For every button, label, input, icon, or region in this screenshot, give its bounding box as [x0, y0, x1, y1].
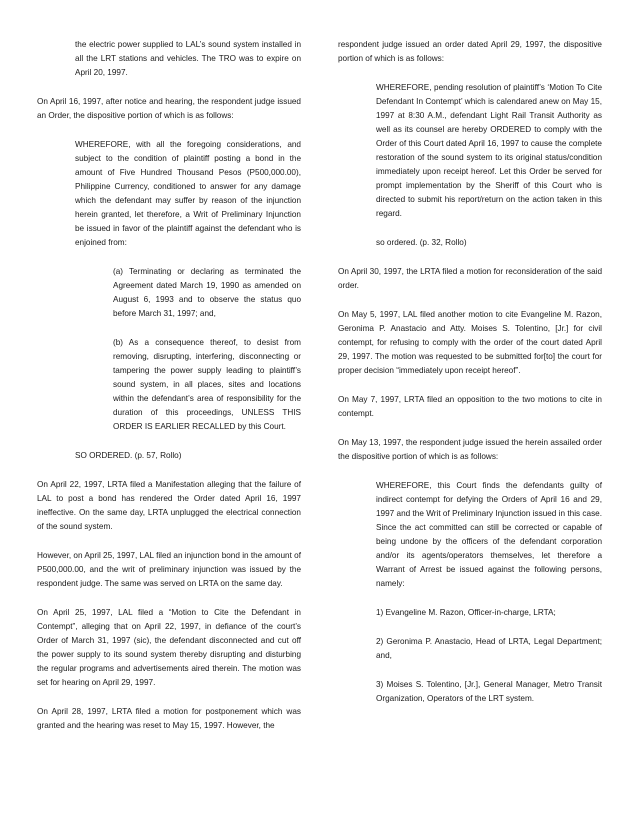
paragraph-may-13-order: On May 13, 1997, the respondent judge issued the herein assailed order the dispositive portion of which is as follows: [338, 438, 602, 461]
quote-so-ordered: SO ORDERED. (p. 57, Rollo) [75, 451, 182, 460]
left-column [37, 38, 301, 748]
quote-wherefore-restoration: WHEREFORE, pending resolution of plaintiff’s ‘Motion To Cite Defendant In Contempt’ which is calendared anew on May 15, 1997 at 8:30 A.M., defendant Light Rail Transit Authority as well as its counsel are hereby ORDERED to comply with the Order of this Court dated April 16, 1997 to cause the complete restoration of the sound system to its original status/condition immediately upon receipt hereof. Let this Order be served for prompt implementation by the Sheriff of this Court who is directed to submit his report/return on the action taken in this regard. [376, 83, 602, 218]
paragraph-april-30-reconsideration: On April 30, 1997, the LRTA filed a motion for reconsideration of the said order. [338, 267, 602, 290]
quote-wherefore-injunction: WHEREFORE, with all the foregoing considerations, and subject to the condition of plaintiff posting a bond in the amount of Five Hundred Thousand Pesos (P500,000.00), Philippine Currency, conditioned to answer for any damage which the defendant may suffer by reason of the injunction herein granted, let therefore, a Writ of Preliminary Injunction be issued in favor of the plaintiff against the defendant who is enjoined from: [75, 140, 301, 247]
quote-item-a: (a) Terminating or declaring as terminated the Agreement dated March 19, 1990 as amended on August 6, 1993 and to observe the status quo before March 31, 1997; and, [113, 267, 301, 318]
paragraph-april-16-order: On April 16, 1997, after notice and hearing, the respondent judge issued an Order, the dispositive portion of which is as follows: [37, 97, 301, 120]
quote-person-1: 1) Evangeline M. Razon, Officer-in-charge, LRTA; [376, 608, 556, 617]
paragraph-april-28-postponement: On April 28, 1997, LRTA filed a motion for postponement which was granted and the hearing was reset to May 15, 1997. However, the [37, 707, 301, 730]
quote-person-2: 2) Geronima P. Anastacio, Head of LRTA, Legal Department; and, [376, 637, 602, 660]
quote-wherefore-contempt: WHEREFORE, this Court finds the defendants guilty of indirect contempt for defying the Orders of April 16 and 29, 1997 and the Writ of Preliminary Injunction issued in this case. Since the act committed can still be corrected or capable of being undone by the officers of the defendant corporation and/or its agents/operators themselves, let therefore a Warrant of Arrest be issued against the following persons, namely: [376, 481, 602, 588]
quote-item-b: (b) As a consequence thereof, to desist from removing, disrupting, interfering, disconnecting or tampering the power supply leading to plaintiff’s sound system, in all places, sites and locations within the defendant’s area of responsibility for the duration of this proceedings, UNLESS THIS ORDER IS EARLIER RECALLED by this Court. [113, 338, 301, 431]
paragraph-may-7-opposition: On May 7, 1997, LRTA filed an opposition to the two motions to cite in contempt. [338, 395, 602, 418]
paragraph-april-25-bond: However, on April 25, 1997, LAL filed an injunction bond in the amount of P500,000.00, and the writ of preliminary injunction was issued by the respondent judge. The same was served on LRTA on the same day. [37, 551, 301, 588]
quote-person-3: 3) Moises S. Tolentino, [Jr.], General Manager, Metro Transit Organization, Operators of the LRT system. [376, 680, 602, 703]
paragraph-tro-continuation: the electric power supplied to LAL’s sound system installed in all the LRT stations and vehicles. The TRO was to expire on April 20, 1997. [75, 40, 301, 77]
paragraph-april-25-motion: On April 25, 1997, LAL filed a “Motion to Cite the Defendant in Contempt”, alleging that on April 22, 1997, in defiance of the court’s Order of March 31, 1997 (sic), the defendant disconnected and cut off the power supply to its sound system thereby disrupting and disturbing the regular programs and advertisements aired therein. The motion was set for hearing on April 29, 1997. [37, 608, 301, 687]
paragraph-april-22-manifestation: On April 22, 1997, LRTA filed a Manifestation alleging that the failure of LAL to post a bond has rendered the Order dated April 16, 1997 ineffective. On the same day, LRTA unplugged the electrical connection of the sound system. [37, 480, 301, 531]
right-column [338, 38, 602, 721]
quote-so-ordered-2: so ordered. (p. 32, Rollo) [376, 238, 467, 247]
paragraph-may-5-motion: On May 5, 1997, LAL filed another motion to cite Evangeline M. Razon, Geronima P. Anastacio and Atty. Moises S. Tolentino, [Jr.] for civil contempt, for refusing to comply with the order of the court dated April 29, 1997. The motion was requested to be submitted for[to] the court for proper decision “immediately upon receipt hereof”. [338, 310, 602, 375]
paragraph-april-29-order: respondent judge issued an order dated April 29, 1997, the dispositive portion of which is as follows: [338, 40, 602, 63]
